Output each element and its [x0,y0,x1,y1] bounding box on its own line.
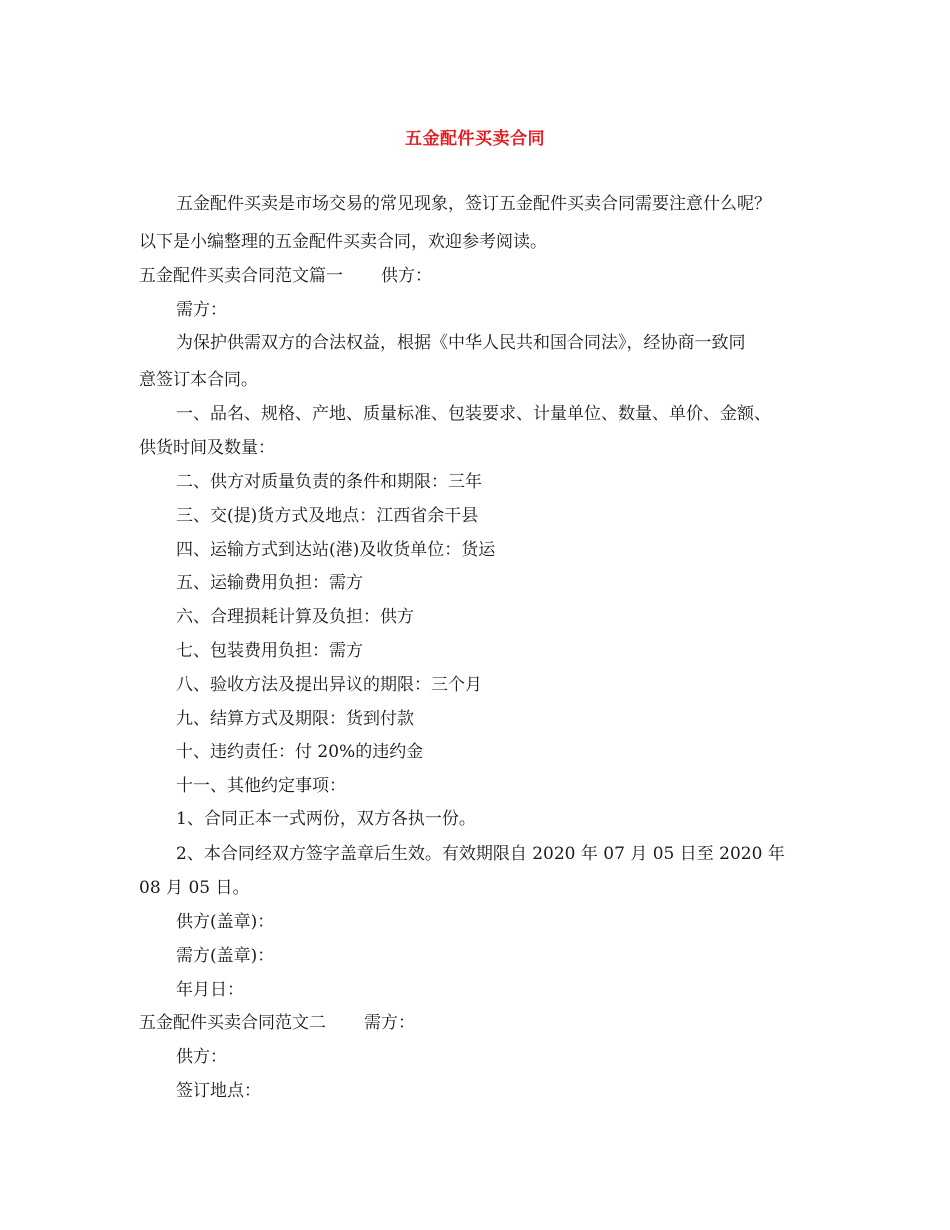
document-title: 五金配件买卖合同 [405,129,545,149]
sign-date: 年月日： [176,980,244,1000]
item-1: 1、合同正本一式两份，双方各执一份。 [176,809,476,829]
clause-9: 九、结算方式及期限：货到付款 [176,709,414,729]
sign-buyer: 需方(盖章)： [176,946,275,966]
section-1-heading: 五金配件买卖合同范文篇一 [139,266,343,286]
buyer-label: 需方： [176,300,227,320]
item-2-line-2: 08 月 05 日。 [139,878,250,898]
section-2-buyer-label: 需方： [364,1013,415,1033]
clause-5: 五、运输费用负担：需方 [176,573,363,593]
clause-4: 四、运输方式到达站(港)及收货单位：货运 [176,540,496,560]
clause-6: 六、合理损耗计算及负担：供方 [176,607,414,627]
intro-line-1: 五金配件买卖是市场交易的常见现象，签订五金配件买卖合同需要注意什么呢？ [176,194,771,214]
purpose-line-1: 为保护供需双方的合法权益，根据《中华人民共和国合同法》，经协商一致同 [176,333,746,353]
section-1-heading-line [139,265,432,287]
clause-1-line-1: 一、品名、规格、产地、质量标准、包装要求、计量单位、数量、单价、金额、 [176,404,771,424]
clause-2: 二、供方对质量负责的条件和期限：三年 [176,472,482,492]
clause-7: 七、包装费用负担：需方 [176,641,363,661]
clause-10: 十、违约责任：付 20%的违约金 [176,742,424,762]
section-1-supplier-label: 供方： [381,266,432,286]
clause-8: 八、验收方法及提出异议的期限：三个月 [176,675,482,695]
section-2-supplier: 供方： [176,1047,227,1067]
clause-3: 三、交(提)货方式及地点：江西省余干县 [176,506,479,526]
section-2-heading: 五金配件买卖合同范文二 [139,1013,326,1033]
section-2-heading-line [139,1012,415,1034]
item-2-line-1: 2、本合同经双方签字盖章后生效。有效期限自 2020 年 07 月 05 日至 2020 年 [176,844,785,864]
clause-11: 十一、其他约定事项： [176,776,346,796]
intro-line-2: 以下是小编整理的五金配件买卖合同，欢迎参考阅读。 [139,232,547,252]
section-2-place: 签订地点： [176,1081,261,1101]
sign-supplier: 供方(盖章)： [176,912,275,932]
purpose-line-2: 意签订本合同。 [139,370,258,390]
clause-1-line-2: 供货时间及数量： [139,438,275,458]
